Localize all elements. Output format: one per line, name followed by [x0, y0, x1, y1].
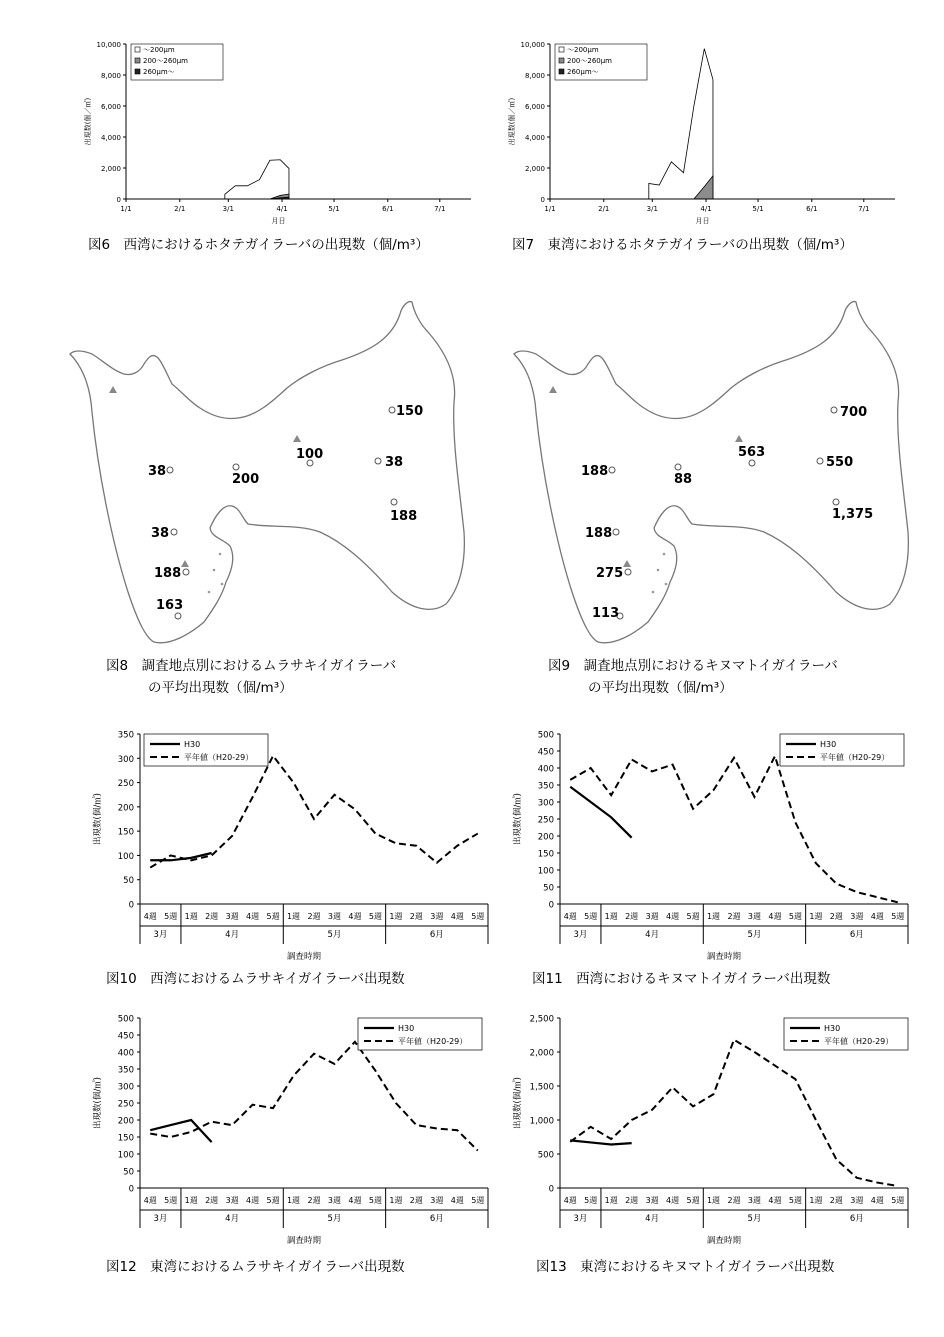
x-tick-label: 1/1 — [544, 205, 556, 213]
x-tick-label: 4週 — [666, 1196, 680, 1205]
x-tick-label: 4週 — [768, 1196, 782, 1205]
series-line-h30 — [150, 1120, 211, 1142]
x-tick-label: 3週 — [327, 912, 342, 921]
station-marker — [749, 460, 755, 466]
station-value-label: 563 — [738, 445, 766, 460]
station-marker — [625, 569, 631, 575]
y-tick-label: 250 — [117, 1099, 134, 1110]
x-tick-label: 5週 — [471, 912, 485, 921]
y-tick-label: 250 — [117, 779, 134, 790]
map-east-kinumatoi-stations — [506, 292, 926, 652]
x-tick-label: 7/1 — [434, 205, 446, 213]
y-tick-label: 0 — [128, 900, 134, 911]
x-tick-label: 2週 — [829, 912, 843, 921]
x-tick-label: 4週 — [348, 912, 362, 921]
x-tick-label: 1週 — [706, 1196, 721, 1205]
y-tick-label: 450 — [117, 1031, 134, 1042]
x-tick-label: 5週 — [686, 912, 700, 921]
x-group-label: 6月 — [429, 1214, 444, 1224]
x-tick-label: 4週 — [143, 1196, 157, 1205]
y-tick-label: 6,000 — [100, 103, 121, 111]
legend-swatch — [559, 47, 564, 52]
series-line-normal-average — [150, 1042, 478, 1151]
station-value-label: 188 — [390, 509, 418, 524]
x-tick-label: 2週 — [727, 912, 741, 921]
x-group-label: 4月 — [225, 1214, 240, 1224]
x-tick-label: 3週 — [225, 1196, 239, 1205]
legend-label: H30 — [398, 1024, 415, 1033]
y-tick-label: 500 — [537, 730, 554, 741]
legend-swatch — [135, 69, 140, 74]
legend-swatch — [135, 58, 140, 63]
x-tick-label: 3週 — [430, 912, 444, 921]
x-tick-label: 1週 — [706, 912, 721, 921]
x-tick-label: 2週 — [307, 1196, 321, 1205]
y-tick-label: 0 — [116, 196, 121, 204]
x-tick-label: 6/1 — [382, 205, 394, 213]
x-tick-label: 5/1 — [752, 205, 764, 213]
x-tick-label: 2週 — [727, 1196, 741, 1205]
legend-label: 200～260μm — [567, 57, 612, 65]
x-tick-label: 2週 — [625, 1196, 639, 1205]
line-chart-east-mussel — [88, 1008, 496, 1248]
x-tick-label: 4週 — [246, 912, 260, 921]
legend-label: 260μm～ — [567, 68, 599, 76]
x-tick-label: 4/1 — [276, 205, 288, 213]
y-tick-label: 8,000 — [524, 72, 545, 80]
series-line-h30 — [570, 1140, 631, 1144]
station-marker — [171, 529, 177, 535]
x-tick-label: 3週 — [747, 912, 762, 921]
station-value-label: 188 — [154, 566, 182, 581]
x-tick-label: 1週 — [389, 912, 403, 921]
x-tick-label: 5週 — [368, 912, 382, 921]
islet — [665, 583, 668, 586]
station-marker — [609, 467, 615, 473]
y-axis-title: 出現数(個/㎥) — [513, 793, 523, 845]
coastline — [70, 302, 464, 643]
x-tick-label: 5週 — [266, 1196, 280, 1205]
station-marker — [183, 569, 189, 575]
x-tick-label: 5週 — [686, 1196, 700, 1205]
y-tick-label: 2,000 — [529, 1048, 554, 1059]
area-chart-west-bay-scallop — [76, 32, 496, 227]
station-marker — [175, 613, 181, 619]
station-value-label: 200 — [232, 472, 260, 487]
x-tick-label: 4週 — [870, 1196, 884, 1205]
y-tick-label: 150 — [117, 827, 134, 838]
x-axis-title: 調査時期 — [706, 952, 742, 962]
islet — [213, 569, 216, 572]
caption-fig13: 図13 東湾におけるキヌマトイガイラーバ出現数 — [536, 1259, 835, 1275]
triangle-marker — [109, 386, 117, 393]
caption-fig11: 図11 西湾におけるキヌマトイガイラーバ出現数 — [532, 971, 831, 987]
station-value-label: 88 — [674, 472, 693, 487]
coastline — [514, 302, 908, 643]
y-tick-label: 1,500 — [529, 1082, 554, 1093]
legend-label: 200～260μm — [143, 57, 188, 65]
station-value-label: 700 — [840, 405, 868, 420]
x-tick-label: 3/1 — [646, 205, 658, 213]
y-tick-label: 400 — [537, 764, 554, 775]
series-line-normal-average — [150, 756, 478, 868]
legend-label: H30 — [184, 740, 201, 749]
legend-swatch — [559, 69, 564, 74]
y-tick-label: 150 — [117, 1133, 134, 1144]
triangle-marker — [735, 435, 743, 442]
x-tick-label: 6/1 — [806, 205, 818, 213]
y-axis-title: 出現数(個／㎥) — [508, 97, 516, 146]
y-tick-label: 0 — [548, 1184, 554, 1195]
station-value-label: 275 — [596, 566, 624, 581]
x-group-label: 3月 — [153, 1214, 168, 1224]
caption-fig9-line1: 図9 調査地点別におけるキヌマトイガイラーバ — [548, 658, 838, 674]
x-group-label: 6月 — [429, 930, 444, 940]
x-tick-label: 4週 — [450, 912, 464, 921]
x-axis-title: 調査時期 — [286, 1236, 322, 1246]
legend-swatch — [559, 58, 564, 63]
x-tick-label: 3週 — [225, 912, 239, 921]
x-group-label: 5月 — [327, 1214, 342, 1224]
x-tick-label: 5週 — [891, 1196, 905, 1205]
x-tick-label: 4週 — [870, 912, 884, 921]
x-tick-label: 4週 — [450, 1196, 464, 1205]
x-tick-label: 4週 — [143, 912, 157, 921]
x-tick-label: 2週 — [205, 912, 219, 921]
y-tick-label: 400 — [117, 1048, 134, 1059]
y-tick-label: 200 — [117, 1116, 134, 1127]
triangle-marker — [549, 386, 557, 393]
islet — [221, 583, 224, 586]
caption-fig9-line2: の平均出現数（個/m³） — [588, 680, 733, 696]
y-tick-label: 300 — [117, 754, 134, 765]
legend-swatch — [135, 47, 140, 52]
x-group-label: 4月 — [225, 930, 240, 940]
y-tick-label: 10,000 — [96, 41, 121, 49]
x-tick-label: 4週 — [246, 1196, 260, 1205]
y-axis-title: 出現数(個/㎥) — [93, 1077, 103, 1129]
islet — [657, 569, 660, 572]
station-value-label: 38 — [151, 526, 170, 541]
caption-fig6: 図6 西湾におけるホタテガイラーバの出現数（個/m³） — [88, 237, 429, 253]
station-marker — [833, 499, 839, 505]
series-line-h30 — [570, 787, 631, 838]
station-value-label: 38 — [385, 455, 404, 470]
y-tick-label: 6,000 — [524, 103, 545, 111]
line-chart-west-mussel — [88, 724, 496, 964]
legend-label: ～200μm — [567, 46, 599, 54]
y-tick-label: 350 — [537, 781, 554, 792]
area-series-under-200 — [649, 49, 713, 199]
y-tick-label: 100 — [117, 851, 134, 862]
x-tick-label: 2週 — [307, 912, 321, 921]
x-tick-label: 4週 — [563, 912, 577, 921]
x-axis-title: 月日 — [271, 217, 286, 225]
x-tick-label: 5週 — [164, 1196, 178, 1205]
x-axis-title: 月日 — [695, 217, 710, 225]
x-tick-label: 1週 — [286, 1196, 301, 1205]
x-tick-label: 5週 — [891, 912, 905, 921]
x-tick-label: 2週 — [409, 912, 423, 921]
y-tick-label: 500 — [537, 1150, 554, 1161]
legend-label: 平年値（H20-29） — [398, 1037, 468, 1046]
caption-fig8-line1: 図8 調査地点別におけるムラサキイガイラーバ — [106, 658, 397, 674]
x-tick-label: 1週 — [286, 912, 301, 921]
y-tick-label: 10,000 — [520, 41, 545, 49]
x-tick-label: 2週 — [409, 1196, 423, 1205]
y-tick-label: 50 — [123, 1167, 134, 1178]
x-tick-label: 1週 — [809, 1196, 823, 1205]
x-tick-label: 7/1 — [858, 205, 870, 213]
y-tick-label: 0 — [548, 900, 554, 911]
y-tick-label: 2,500 — [529, 1014, 554, 1025]
y-tick-label: 350 — [117, 1065, 134, 1076]
line-chart-west-kinumatoi — [508, 724, 916, 964]
x-tick-label: 1週 — [604, 1196, 618, 1205]
y-tick-label: 100 — [117, 1150, 134, 1161]
x-group-label: 4月 — [645, 1214, 660, 1224]
station-marker — [831, 407, 837, 413]
x-tick-label: 3週 — [645, 912, 659, 921]
x-tick-label: 3/1 — [222, 205, 234, 213]
x-group-label: 3月 — [153, 930, 168, 940]
y-tick-label: 50 — [543, 883, 554, 894]
y-tick-label: 2,000 — [100, 165, 121, 173]
station-marker — [817, 458, 823, 464]
x-tick-label: 2週 — [625, 912, 639, 921]
legend-label: H30 — [820, 740, 837, 749]
x-tick-label: 4/1 — [700, 205, 712, 213]
x-tick-label: 5週 — [266, 912, 280, 921]
x-tick-label: 5週 — [584, 912, 598, 921]
legend-label: 平年値（H20-29） — [820, 753, 890, 762]
x-tick-label: 5週 — [788, 1196, 802, 1205]
series-line-normal-average — [570, 1040, 898, 1186]
caption-fig12: 図12 東湾におけるムラサキイガイラーバ出現数 — [106, 1259, 405, 1275]
station-marker — [375, 458, 381, 464]
x-tick-label: 2週 — [829, 1196, 843, 1205]
x-group-label: 6月 — [849, 1214, 864, 1224]
x-tick-label: 1週 — [389, 1196, 403, 1205]
station-value-label: 38 — [148, 464, 167, 479]
islet — [663, 553, 666, 556]
y-tick-label: 8,000 — [100, 72, 121, 80]
x-tick-label: 1週 — [604, 912, 618, 921]
x-tick-label: 3週 — [850, 912, 864, 921]
y-tick-label: 4,000 — [524, 134, 545, 142]
x-tick-label: 4週 — [563, 1196, 577, 1205]
station-value-label: 100 — [296, 447, 324, 462]
x-tick-label: 2週 — [205, 1196, 219, 1205]
y-axis-title: 出現数(個／㎥) — [84, 97, 92, 146]
station-marker — [613, 529, 619, 535]
station-value-label: 188 — [581, 464, 609, 479]
caption-fig8-line2: の平均出現数（個/m³） — [148, 680, 293, 696]
triangle-marker — [293, 435, 301, 442]
x-tick-label: 3週 — [430, 1196, 444, 1205]
x-tick-label: 5/1 — [328, 205, 340, 213]
y-axis-title: 出現数(個/㎥) — [93, 793, 103, 845]
legend-label: 260μm～ — [143, 68, 175, 76]
series-line-normal-average — [570, 756, 898, 902]
y-tick-label: 200 — [117, 803, 134, 814]
x-group-label: 6月 — [849, 930, 864, 940]
x-tick-label: 3週 — [850, 1196, 864, 1205]
station-value-label: 150 — [396, 404, 424, 419]
station-marker — [675, 464, 681, 470]
line-chart-east-kinumatoi — [508, 1008, 916, 1248]
x-tick-label: 4週 — [768, 912, 782, 921]
x-tick-label: 3週 — [645, 1196, 659, 1205]
y-tick-label: 450 — [537, 747, 554, 758]
x-tick-label: 5週 — [471, 1196, 485, 1205]
x-tick-label: 5週 — [164, 912, 178, 921]
station-value-label: 1,375 — [832, 507, 874, 522]
legend-label: 平年値（H20-29） — [824, 1037, 894, 1046]
legend-label: 平年値（H20-29） — [184, 753, 254, 762]
y-tick-label: 50 — [123, 876, 134, 887]
x-axis-title: 調査時期 — [286, 952, 322, 962]
station-value-label: 550 — [826, 455, 854, 470]
x-tick-label: 5週 — [368, 1196, 382, 1205]
triangle-marker — [623, 560, 631, 567]
y-tick-label: 1,000 — [529, 1116, 554, 1127]
x-group-label: 3月 — [573, 1214, 588, 1224]
x-tick-label: 2/1 — [174, 205, 186, 213]
y-tick-label: 4,000 — [100, 134, 121, 142]
islet — [219, 553, 222, 556]
y-tick-label: 250 — [537, 815, 554, 826]
legend-label: ～200μm — [143, 46, 175, 54]
islet — [208, 591, 211, 594]
y-tick-label: 100 — [537, 866, 554, 877]
x-tick-label: 1週 — [809, 912, 823, 921]
x-tick-label: 3週 — [747, 1196, 762, 1205]
x-tick-label: 2/1 — [598, 205, 610, 213]
station-marker — [391, 499, 397, 505]
x-tick-label: 5週 — [584, 1196, 598, 1205]
station-marker — [389, 407, 395, 413]
area-series-under-200 — [225, 160, 289, 199]
caption-fig10: 図10 西湾におけるムラサキイガイラーバ出現数 — [106, 971, 405, 987]
y-tick-label: 300 — [117, 1082, 134, 1093]
x-tick-label: 3週 — [327, 1196, 342, 1205]
y-tick-label: 0 — [540, 196, 545, 204]
triangle-marker — [181, 560, 189, 567]
x-group-label: 3月 — [573, 930, 588, 940]
y-tick-label: 2,000 — [524, 165, 545, 173]
x-tick-label: 4週 — [666, 912, 680, 921]
legend-label: H30 — [824, 1024, 841, 1033]
y-axis-title: 出現数(個/㎥) — [513, 1077, 523, 1129]
area-chart-east-bay-scallop — [500, 32, 920, 227]
station-marker — [167, 467, 173, 473]
station-value-label: 188 — [585, 526, 613, 541]
caption-fig7: 図7 東湾におけるホタテガイラーバの出現数（個/m³） — [512, 237, 853, 253]
x-axis-title: 調査時期 — [706, 1236, 742, 1246]
y-tick-label: 0 — [128, 1184, 134, 1195]
station-value-label: 113 — [592, 606, 620, 621]
x-group-label: 4月 — [645, 930, 660, 940]
y-tick-label: 150 — [537, 849, 554, 860]
x-tick-label: 5週 — [788, 912, 802, 921]
x-tick-label: 1/1 — [120, 205, 132, 213]
station-marker — [233, 464, 239, 470]
station-value-label: 163 — [156, 598, 184, 613]
x-tick-label: 1週 — [184, 912, 198, 921]
y-tick-label: 350 — [117, 730, 134, 741]
x-group-label: 5月 — [747, 1214, 762, 1224]
x-tick-label: 1週 — [184, 1196, 198, 1205]
map-west-mussel-stations — [62, 292, 482, 652]
y-tick-label: 500 — [117, 1014, 134, 1025]
x-group-label: 5月 — [327, 930, 342, 940]
islet — [652, 591, 655, 594]
x-group-label: 5月 — [747, 930, 762, 940]
x-tick-label: 4週 — [348, 1196, 362, 1205]
y-tick-label: 200 — [537, 832, 554, 843]
y-tick-label: 300 — [537, 798, 554, 809]
